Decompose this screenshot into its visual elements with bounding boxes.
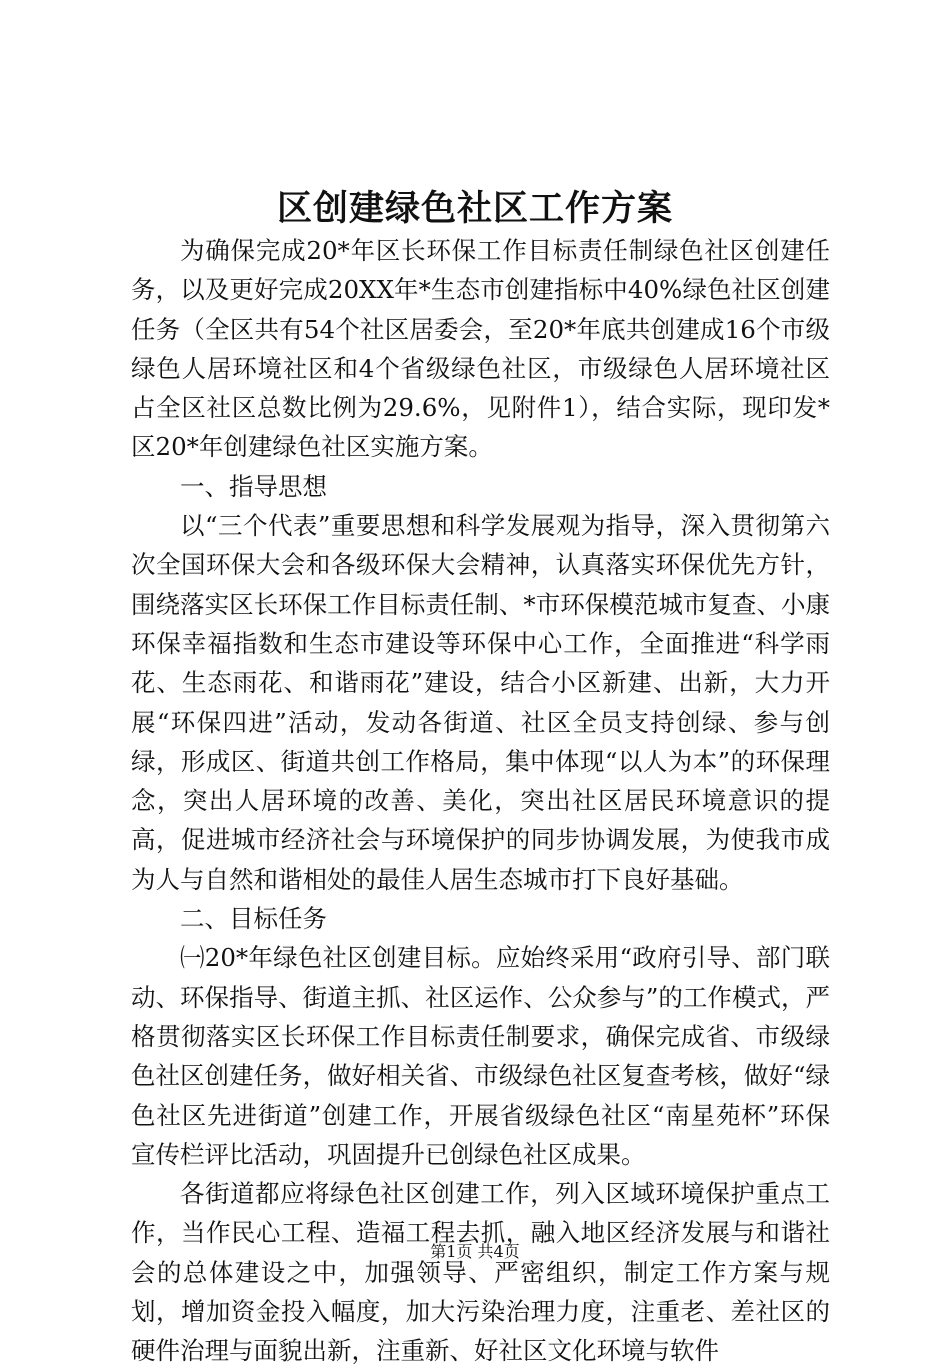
section-heading-guiding-ideology: 一、指导思想 [180, 471, 327, 501]
paragraph-objective-1: ㈠20*年绿色社区创建目标。应始终采用“政府引导、部门联动、环保指导、街道主抓、社区运作、公众参与”的工作模式，严格贯彻落实区长环保工作目标责任制要求，确保完成省、市级绿色社区创建任务，做好相关省、市级绿色社区复查考核，做好“绿色社区先进街道”创建工作，开展省级绿色社区“南星苑杯”环保宣传栏评比活动，巩固提升已创绿色社区成果。 [131, 943, 830, 1169]
document-body [131, 231, 830, 1371]
page-footer: 第1页 共4页 [430, 1242, 520, 1261]
paragraph-objective-2: 各街道都应将绿色社区创建工作，列入区域环境保护重点工作，当作民心工程、造福工程去抓，融入地区经济发展与和谐社会的总体建设之中，加强领导、严密组织，制定工作方案与规划，增加资金投入幅度，加大污染治理力度，注重老、差社区的硬件治理与面貌出新，注重新、好社区文化环境与软件 [131, 1179, 830, 1366]
paragraph-intro: 为确保完成20*年区长环保工作目标责任制绿色社区创建任务，以及更好完成20XX年*生态市创建指标中40%绿色社区创建任务（全区共有54个社区居委会，至20*年底共创建成16个市级绿色人居环境社区和4个省级绿色社区，市级绿色人居环境社区占全区社区总数比例为29.6%，见附件1），结合实际，现印发*区20*年创建绿色社区实施方案。 [131, 236, 830, 462]
document-title: 区创建绿色社区工作方案 [276, 188, 673, 229]
paragraph-guiding-ideology: 以“三个代表”重要思想和科学发展观为指导，深入贯彻第六次全国环保大会和各级环保大会精神，认真落实环保优先方针，围绕落实区长环保工作目标责任制、*市环保模范城市复查、小康环保幸福指数和生态市建设等环保中心工作，全面推进“科学雨花、生态雨花、和谐雨花”建设，结合小区新建、出新，大力开展“环保四进”活动，发动各街道、社区全员支持创绿、参与创绿，形成区、街道共创工作格局，集中体现“以人为本”的环保理念，突出人居环境的改善、美化，突出社区居民环境意识的提高，促进城市经济社会与环境保护的同步协调发展，为使我市成为人与自然和谐相处的最佳人居生态城市打下良好基础。 [131, 511, 830, 894]
section-heading-objectives: 二、目标任务 [180, 904, 327, 934]
